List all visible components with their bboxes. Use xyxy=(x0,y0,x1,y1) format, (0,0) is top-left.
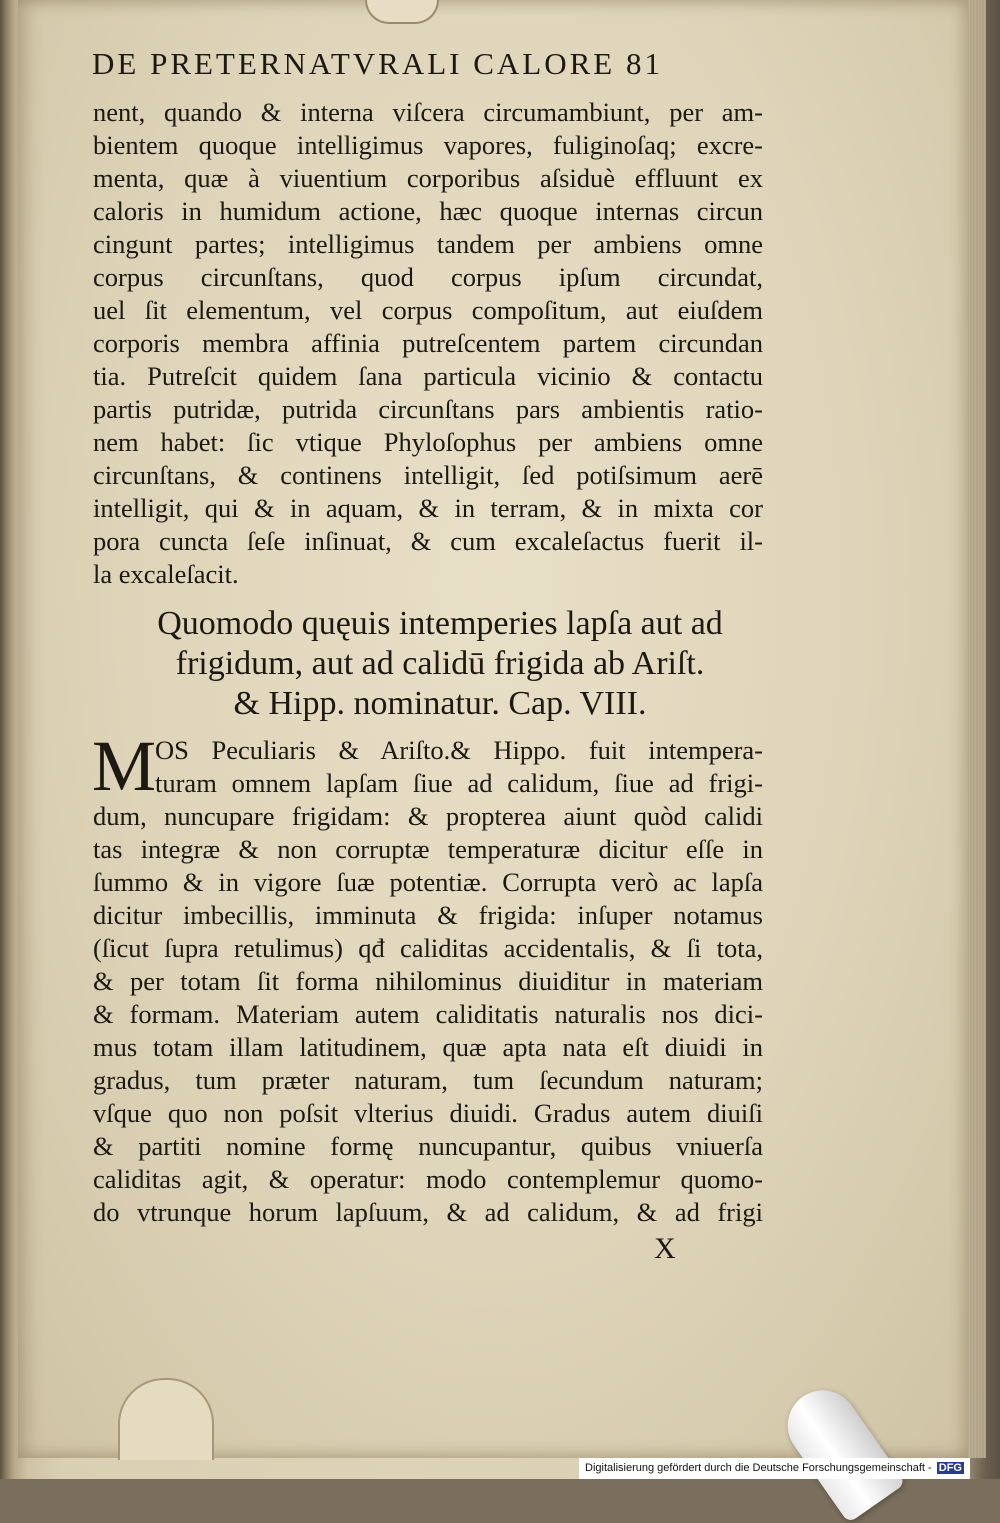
text-line: circunſtans, & continens intelligit, ſed potiſsimum aerē xyxy=(93,460,763,490)
text-line: nem habet: ſic vtique Phyloſophus per ambiens omne xyxy=(93,427,763,457)
text-line: caliditas agit, & operatur: modo contemplemur quomo- xyxy=(93,1164,763,1194)
text-line: & partiti nomine formę nuncupantur, quibus vniuerſa xyxy=(93,1131,763,1161)
chapter-heading-line: Quomodo quęuis intemperies lapſa aut ad xyxy=(157,605,723,642)
text-line: & formam. Materiam autem caliditatis naturalis nos dici- xyxy=(93,999,763,1029)
running-head: DE PRETERNATVRALI CALORE 81 xyxy=(92,46,663,81)
text-line: dum, nuncupare frigidam: & propterea aiunt quòd calidi xyxy=(93,801,763,831)
text-line: turam omnem lapſam ſiue ad calidum, ſiue ad frigi- xyxy=(155,768,763,798)
text-line: tia. Putreſcit quidem ſana particula vicinio & contactu xyxy=(93,361,763,391)
dfg-logo: DFG xyxy=(938,1462,962,1474)
text-line: OS Peculiaris & Ariſto.& Hippo. fuit intempera- xyxy=(155,735,763,765)
text-line: corpus circunſtans, quod corpus ipſum circundat, xyxy=(93,262,763,292)
text-line: pora cuncta ſeſe inſinuat, & cum excaleſactus fuerit il- xyxy=(93,526,763,556)
text-line: (ſicut ſupra retulimus) qđ caliditas accidentalis, & ſi tota, xyxy=(93,933,763,963)
text-line: gradus, tum præter naturam, tum ſecundum naturam; xyxy=(93,1065,763,1095)
text-line: corporis membra affinia putreſcentem partem circundan xyxy=(93,328,763,358)
text-line: uel ſit elementum, vel corpus compoſitum, aut eiuſdem xyxy=(93,295,763,325)
text-line: cingunt partes; intelligimus tandem per ambiens omne xyxy=(93,229,763,259)
text-line: do vtrunque horum lapſuum, & ad calidum, & ad frigi xyxy=(93,1197,763,1227)
text-line: mus totam illam latitudinem, quæ apta nata eſt diuidi in xyxy=(93,1032,763,1062)
catchword: X xyxy=(654,1232,676,1265)
text-line: intelligit, qui & in aquam, & in terram, & in mixta cor xyxy=(93,493,763,523)
text-line: tas integræ & non corruptæ temperaturæ dicitur eſſe in xyxy=(93,834,763,864)
text-line: bientem quoque intelligimus vapores, fuliginoſaq; excre- xyxy=(93,130,763,160)
chapter-heading-line: frigidum, aut ad calidū frigida ab Ariſt. xyxy=(175,645,705,682)
chapter-heading-line: & Hipp. nominatur. Cap. VIII. xyxy=(233,685,647,722)
text-line: nent, quando & interna viſcera circumambiunt, per am- xyxy=(93,97,763,127)
footer-text: Digitalisierung gefördert durch die Deutsche Forschungsgemeinschaft - xyxy=(585,1462,932,1474)
text-line: menta, quæ à viuentium corporibus aſsiduè effluunt ex xyxy=(93,163,763,193)
text-line: la excaleſacit. xyxy=(93,559,239,589)
text-line: & per totam ſit forma nihilominus diuiditur in materiam xyxy=(93,966,763,996)
text-line: vſque quo non poſsit vlterius diuidi. Gradus autem diuiſi xyxy=(93,1098,763,1128)
text-line: dicitur imbecillis, imminuta & frigida: inſuper notamus xyxy=(93,900,763,930)
text-line: partis putridæ, putrida circunſtans pars ambientis ratio- xyxy=(93,394,763,424)
text-line: caloris in humidum actione, hæc quoque internas circun xyxy=(93,196,763,226)
text-line: ſummo & in vigore ſuæ potentiæ. Corrupta verò ac lapſa xyxy=(93,867,763,897)
digitization-footer xyxy=(579,1458,970,1479)
drop-cap: M xyxy=(92,726,157,806)
